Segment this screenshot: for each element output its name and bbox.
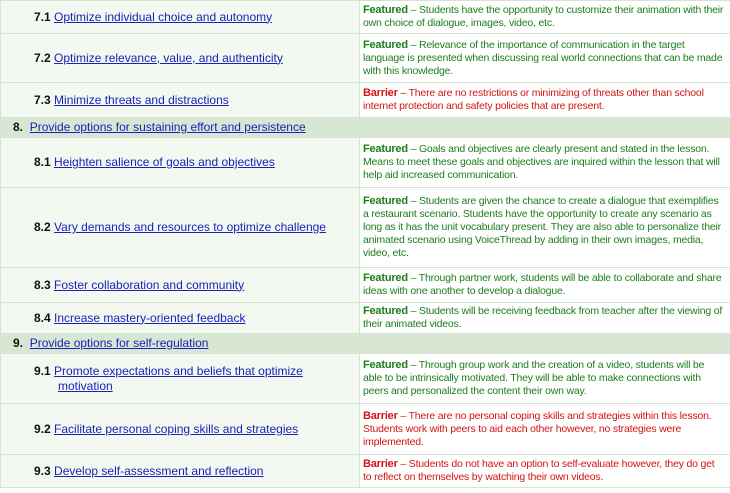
checkpoint-number: 9.3 [34, 463, 51, 478]
evaluation-text: Featured – Through partner work, students will be able to collaborate and share ideas with one another to develop a dialogue. [363, 272, 722, 297]
checkpoint-number: 7.1 [34, 9, 51, 24]
checkpoint-number: 8.1 [34, 155, 51, 169]
evaluation-cell [360, 303, 730, 334]
checkpoint-cell [1, 1, 360, 34]
principle-link[interactable]: Provide options for sustaining effort and persistence [29, 120, 306, 134]
checkpoint-link[interactable]: Optimize individual choice and autonomy [54, 9, 273, 24]
checkpoint-row [1, 354, 730, 404]
checkpoint-row [1, 455, 730, 488]
checkpoint-link[interactable]: Increase mastery-oriented feedback [54, 310, 246, 325]
checkpoint-row [1, 268, 730, 303]
evaluation-text: Featured – Relevance of the importance of communication in the target language is presented when discussing real world connections that can be made with this knowledge. [363, 38, 723, 77]
checkpoint-number: 8.4 [34, 310, 51, 325]
checkpoint-row [1, 404, 730, 455]
principle-cell [1, 118, 360, 138]
featured-tag: Featured [363, 272, 408, 284]
checkpoint-number: 8.2 [34, 220, 51, 234]
evaluation-text: Featured – Students will be receiving feedback from teacher after the viewing of their animated videos. [363, 305, 723, 330]
checkpoint-cell [1, 268, 360, 303]
evaluation-text: Featured – Students are given the chance to create a dialogue that exemplifies a restaurant scenario. Students have the opportunity to create any scenario as long as it has the unit vocabulary present. They are also able to personalize their animated scenario using VoiceThread by adding in their own images, media, video, etc. [363, 195, 721, 259]
evaluation-cell [360, 354, 730, 404]
checkpoint-row [1, 34, 730, 83]
checkpoint-number: 7.2 [34, 50, 51, 65]
evaluation-text: Barrier – There are no restrictions or minimizing of threats other than school internet protection and safety policies that are present. [363, 87, 704, 112]
checkpoint-link-line2[interactable]: motivation [58, 378, 113, 393]
checkpoint-row [1, 83, 730, 118]
evaluation-text: Featured – Through group work and the creation of a video, students will be able to be intrinsically motivated. They will be able to make connections with peers and personalized the content their own way. [363, 359, 705, 397]
checkpoint-link[interactable]: Develop self-assessment and reflection [54, 463, 264, 478]
evaluation-cell [360, 188, 730, 268]
evaluation-text: Featured – Goals and objectives are clearly present and stated in the lesson. Means to meet these goals and objectives are inquired within the lesson that will help aid increased communication. [363, 143, 720, 181]
featured-tag: Featured [363, 195, 408, 207]
evaluation-cell [360, 404, 730, 455]
checkpoint-row [1, 188, 730, 268]
principle-row [1, 118, 730, 138]
evaluation-cell [360, 268, 730, 303]
featured-tag: Featured [363, 359, 408, 371]
featured-tag: Featured [363, 143, 408, 155]
barrier-tag: Barrier [363, 87, 398, 99]
checkpoint-number: 9.2 [34, 421, 51, 436]
checkpoint-link[interactable]: Foster collaboration and community [54, 277, 245, 292]
checkpoint-cell [1, 34, 360, 83]
featured-tag: Featured [363, 38, 408, 51]
evaluation-cell [360, 455, 730, 488]
checkpoint-number: 7.3 [34, 92, 51, 107]
checkpoint-cell [1, 354, 360, 404]
featured-tag: Featured [363, 4, 408, 16]
checkpoint-row [1, 138, 730, 188]
checkpoint-cell [1, 83, 360, 118]
principle-cell [1, 334, 360, 354]
checkpoint-link[interactable]: Optimize relevance, value, and authenticity [54, 50, 283, 65]
barrier-tag: Barrier [363, 409, 398, 422]
principle-link[interactable]: Provide options for self-regulation [29, 336, 209, 350]
principle-blank-cell [360, 118, 730, 138]
evaluation-cell [360, 83, 730, 118]
checkpoint-cell [1, 138, 360, 188]
evaluation-text: Barrier – There are no personal coping skills and strategies within this lesson. Students work with peers to aid each other however, no strategies were implemented. [363, 409, 712, 448]
evaluation-cell [360, 1, 730, 34]
checkpoint-link[interactable]: Vary demands and resources to optimize challenge [54, 220, 326, 234]
principle-blank-cell [360, 334, 730, 354]
checkpoint-link[interactable]: Heighten salience of goals and objectives [54, 155, 275, 169]
featured-tag: Featured [363, 305, 408, 317]
principle-number: 9. [13, 336, 24, 350]
evaluation-text: Barrier – Students do not have an option to self-evaluate however, they do get to reflect on themselves by watching their own videos. [363, 458, 715, 483]
principle-number: 8. [13, 120, 24, 134]
evaluation-text: Featured – Students have the opportunity to customize their animation with their own choice of dialogue, images, video, etc. [363, 4, 724, 29]
checkpoint-link[interactable]: Facilitate personal coping skills and strategies [54, 421, 299, 436]
checkpoint-cell [1, 455, 360, 488]
checkpoint-number: 9.1 [34, 363, 51, 378]
checkpoint-link[interactable]: Promote expectations and beliefs that optimize [54, 363, 303, 378]
principle-row [1, 334, 730, 354]
checkpoint-cell [1, 303, 360, 334]
checkpoint-link[interactable]: Minimize threats and distractions [54, 92, 229, 107]
barrier-tag: Barrier [363, 458, 398, 470]
checkpoint-number: 8.3 [34, 277, 51, 292]
evaluation-cell [360, 34, 730, 83]
checkpoint-cell [1, 404, 360, 455]
checkpoint-row [1, 303, 730, 334]
checkpoint-row [1, 1, 730, 34]
checkpoint-cell [1, 188, 360, 268]
evaluation-cell [360, 138, 730, 188]
